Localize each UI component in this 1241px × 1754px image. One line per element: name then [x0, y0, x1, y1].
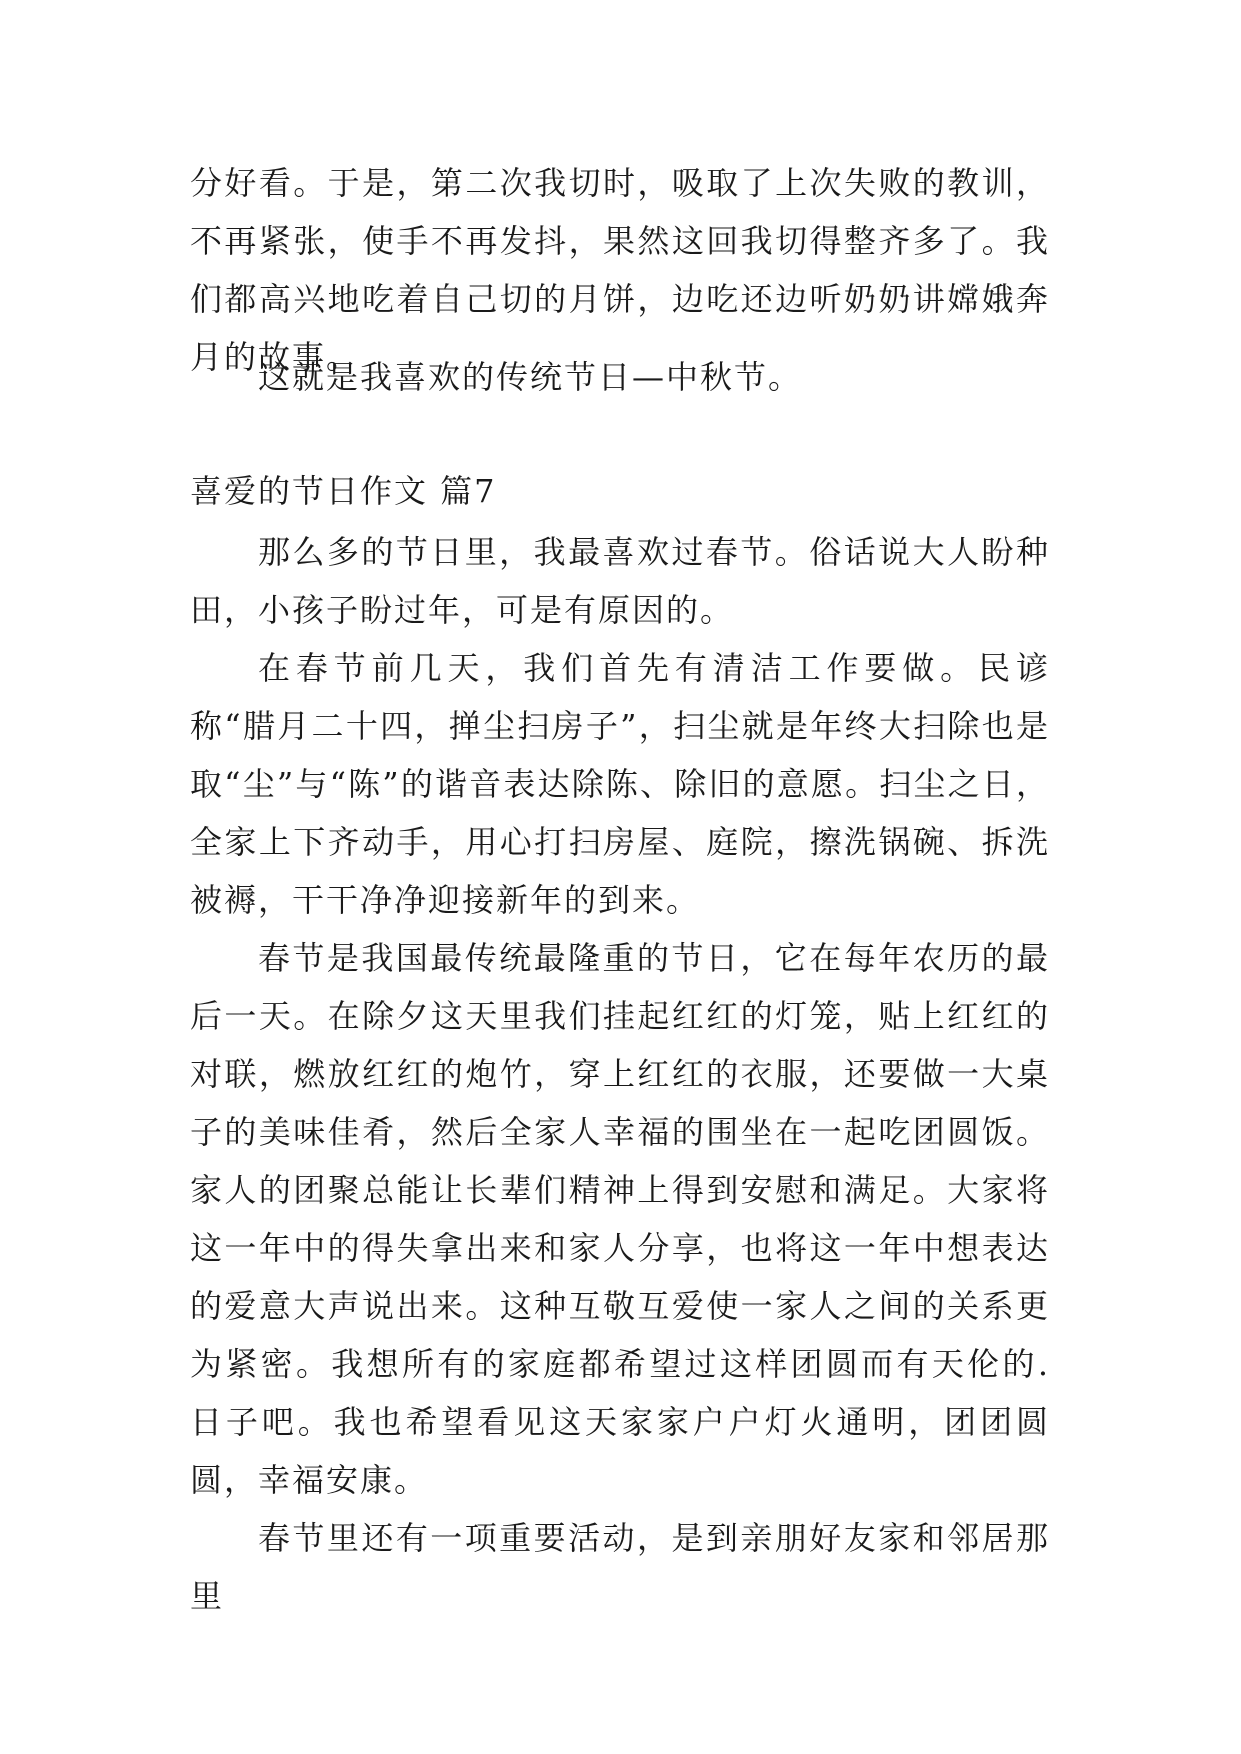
- paragraph: 在春节前几天，我们首先有清洁工作要做。民谚称“腊月二十四，掸尘扫房子”，扫尘就是年终大扫除也是取“尘”与“陈”的谐音表达除陈、除旧的意愿。扫尘之日，全家上下齐动手，用心打扫房屋、庭院，擦洗锅碗、拆洗被褥，干干净净迎接新年的到来。: [190, 649, 1050, 919]
- essay-heading: 喜爱的节日作文 篇7: [190, 472, 497, 510]
- paragraph: 那么多的节日里，我最喜欢过春节。俗话说大人盼种田，小孩子盼过年，可是有原因的。: [190, 533, 1050, 629]
- section-a-closing: [190, 348, 1050, 406]
- paragraph-continuation: 分好看。于是，第二次我切时，吸取了上次失败的教训，不再紧张，使手不再发抖，果然这回我切得整齐多了。我们都高兴地吃着自己切的月饼，边吃还边听奶奶讲嫦娥奔月的故事。: [190, 164, 1050, 376]
- section-b: [190, 523, 1050, 1625]
- paragraph: 春节是我国最传统最隆重的节日，它在每年农历的最后一天。在除夕这天里我们挂起红红的灯笼，贴上红红的对联，燃放红红的炮竹，穿上红红的衣服，还要做一大桌子的美味佳肴，然后全家人幸福的围坐在一起吃团圆饭。家人的团聚总能让长辈们精神上得到安慰和满足。大家将这一年中的得失拿出来和家人分享，也将这一年中想表达的爱意大声说出来。这种互敬互爱使一家人之间的关系更为紧密。我想所有的家庭都希望过这样团圆而有天伦的.日子吧。我也希望看见这天家家户户灯火通明，团团圆圆，幸福安康。: [190, 939, 1050, 1499]
- paragraph: 春节里还有一项重要活动，是到亲朋好友家和邻居那里: [190, 1519, 1050, 1615]
- paragraph-conclusion: 这就是我喜欢的传统节日—中秋节。: [258, 358, 803, 396]
